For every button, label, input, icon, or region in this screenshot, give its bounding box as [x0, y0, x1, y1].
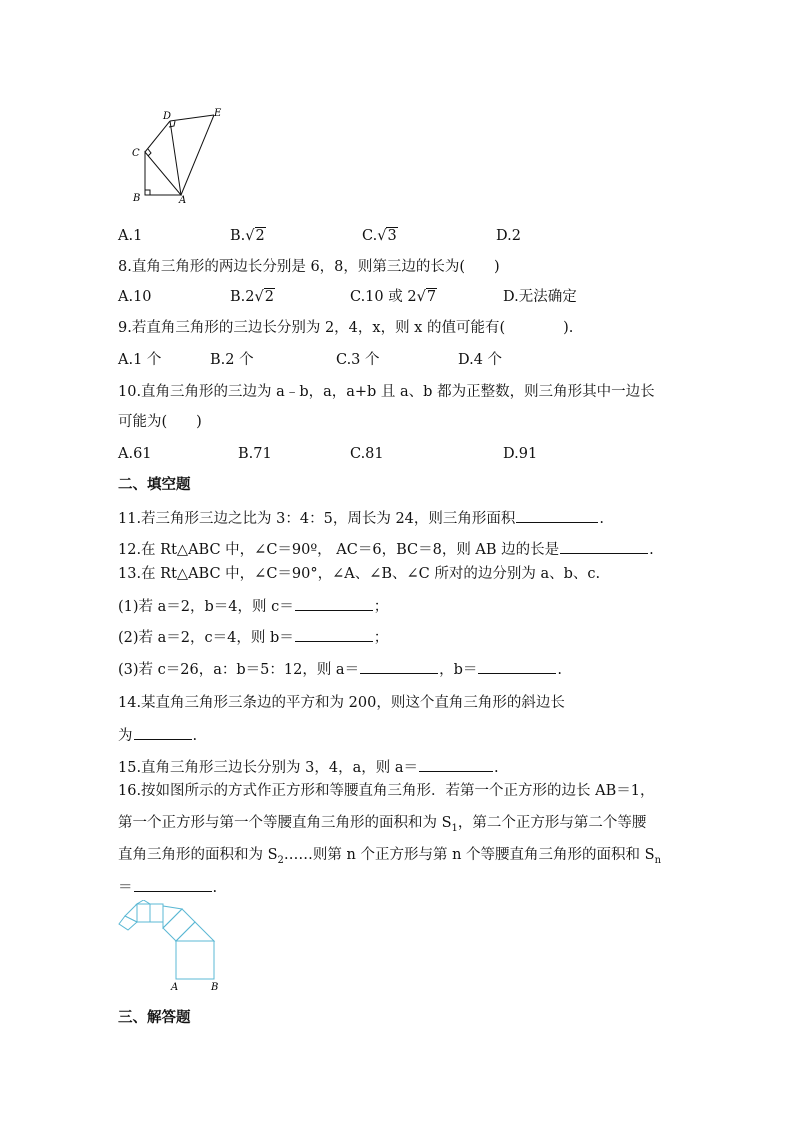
- label-a: A: [171, 982, 179, 993]
- q13-part3-blank-a[interactable]: [360, 658, 438, 674]
- label-b: B: [133, 193, 141, 204]
- q11-answer-blank[interactable]: [516, 507, 598, 523]
- q8-option-b-prefix: B.2: [230, 289, 255, 305]
- q8-option-d: D.无法确定: [503, 289, 577, 305]
- q14-line2: [118, 724, 197, 746]
- q16-line1: 16.按如图所示的方式作正方形和等腰直角三角形．若第一个正方形的边长 AB＝1，: [118, 783, 655, 799]
- section-2-title: 二、填空题: [118, 477, 191, 493]
- q8-option-a: A.10: [118, 289, 152, 305]
- q16-line3-text-a: 直角三角形的面积和为 S: [118, 847, 278, 863]
- q14-answer-blank[interactable]: [134, 724, 192, 740]
- q16-line2-text-b: ，第二个正方形与第二个等腰: [457, 815, 647, 831]
- q13-part1-text: (1)若 a＝2，b＝4，则 c＝: [118, 599, 294, 615]
- q9-option-a: A.1 个: [118, 352, 162, 368]
- q8-option-c-prefix: C.10 或 2: [350, 289, 417, 305]
- q16-line4: [118, 876, 217, 898]
- q7-option-b: [230, 226, 266, 246]
- label-b: B: [211, 982, 219, 993]
- q13-part1-blank[interactable]: [295, 595, 373, 611]
- q16-line2: [118, 813, 646, 839]
- q16-subscript-n: n: [654, 854, 662, 866]
- q9-option-c: C.3 个: [336, 352, 380, 368]
- q10-option-a: A.61: [118, 446, 152, 462]
- q13-part2-text: (2)若 a＝2，c＝4，则 b＝: [118, 630, 294, 646]
- q16-answer-blank[interactable]: [134, 876, 212, 892]
- label-a: A: [179, 195, 187, 205]
- q15: [118, 756, 499, 778]
- q9-option-d: D.4 个: [458, 352, 503, 368]
- q8-option-b: [230, 287, 275, 307]
- section-3-title: 三、解答题: [118, 1010, 191, 1026]
- q16-subscript-2: 2: [277, 854, 284, 866]
- q11: [118, 507, 604, 529]
- q13-part2-blank[interactable]: [295, 626, 373, 642]
- sqrt-sign: √7: [416, 289, 437, 305]
- q12-end: .: [649, 542, 654, 558]
- q13-part3-text-b: ，b＝: [439, 662, 478, 678]
- figure-right-triangles: [125, 105, 235, 205]
- q10-option-b: B.71: [238, 446, 272, 462]
- sqrt-sign: √2: [245, 228, 265, 244]
- q10-option-d: D.91: [503, 446, 538, 462]
- q12-text: 12.在 Rt△ABC 中，∠C＝90º， AC＝6，BC＝8，则 AB 边的长是: [118, 542, 560, 558]
- q16-line3-text-b: ……则第 n 个正方形与第 n 个等腰直角三角形的面积和 S: [283, 847, 655, 863]
- sqrt-sign: √3: [377, 228, 397, 244]
- q13-part1: [118, 595, 388, 617]
- q13-stem: 13.在 Rt△ABC 中，∠C＝90°，∠A、∠B、∠C 所对的边分别为 a、b、c.: [118, 566, 601, 582]
- q15-end: .: [494, 760, 499, 776]
- q11-text: 11.若三角形三边之比为 3：4：5，周长为 24，则三角形面积: [118, 511, 516, 527]
- q7-option-c-radicand: 3: [387, 228, 397, 244]
- q9-option-b: B.2 个: [210, 352, 254, 368]
- q13-part1-end: ；: [373, 599, 389, 615]
- q14-line2-text: 为: [118, 728, 133, 744]
- q10-stem-line2: 可能为( ): [118, 414, 202, 430]
- q13-part3: [118, 658, 562, 680]
- figure-squares-triangles: [116, 900, 226, 995]
- q16-line2-text-a: 第一个正方形与第一个等腰直角三角形的面积和为 S: [118, 815, 452, 831]
- q11-end: .: [599, 511, 605, 527]
- q14-end: .: [192, 728, 198, 744]
- q8-option-c-radicand: 7: [426, 289, 437, 305]
- q16-line3: [118, 845, 661, 871]
- label-e: E: [214, 108, 222, 119]
- sqrt-sign: √2: [254, 289, 274, 305]
- q14-line1: 14.某直角三角形三条边的平方和为 200，则这个直角三角形的斜边长: [118, 695, 565, 711]
- q10-option-c: C.81: [350, 446, 384, 462]
- q13-part3-end: .: [557, 662, 562, 678]
- q13-part2: [118, 626, 388, 648]
- q8-option-b-radicand: 2: [264, 289, 274, 305]
- q8-stem: 8.直角三角形的两边长分别是 6，8，则第三边的长为( ): [118, 259, 500, 275]
- q7-option-a: A.1: [118, 228, 143, 244]
- q12-answer-blank[interactable]: [560, 538, 648, 554]
- q9-stem: 9.若直角三角形的三边长分别为 2，4，x，则 x 的值可能有( ).: [118, 320, 574, 336]
- q12: [118, 538, 654, 560]
- q13-part3-blank-b[interactable]: [478, 658, 556, 674]
- q13-part2-end: ；: [373, 630, 389, 646]
- q16-line4-text: ＝: [118, 880, 133, 896]
- q7-option-c: [362, 226, 398, 246]
- q15-text: 15.直角三角形三边长分别为 3，4，a，则 a＝: [118, 760, 419, 776]
- q13-part3-text-a: (3)若 c＝26，a：b＝5：12，则 a＝: [118, 662, 360, 678]
- label-c: C: [132, 148, 140, 159]
- q8-option-c: [350, 287, 437, 307]
- q15-answer-blank[interactable]: [419, 756, 493, 772]
- q10-stem-line1: 10.直角三角形的三边为 a﹣b，a，a+b 且 a、b 都为正整数，则三角形其中一边长: [118, 384, 655, 400]
- q7-option-b-prefix: B.: [230, 228, 246, 244]
- q16-subscript-1: 1: [451, 822, 458, 834]
- q7-option-b-radicand: 2: [255, 228, 265, 244]
- label-d: D: [163, 111, 172, 122]
- q16-end: .: [212, 880, 218, 896]
- q7-option-c-prefix: C.: [362, 228, 378, 244]
- q7-option-d: D.2: [496, 228, 521, 244]
